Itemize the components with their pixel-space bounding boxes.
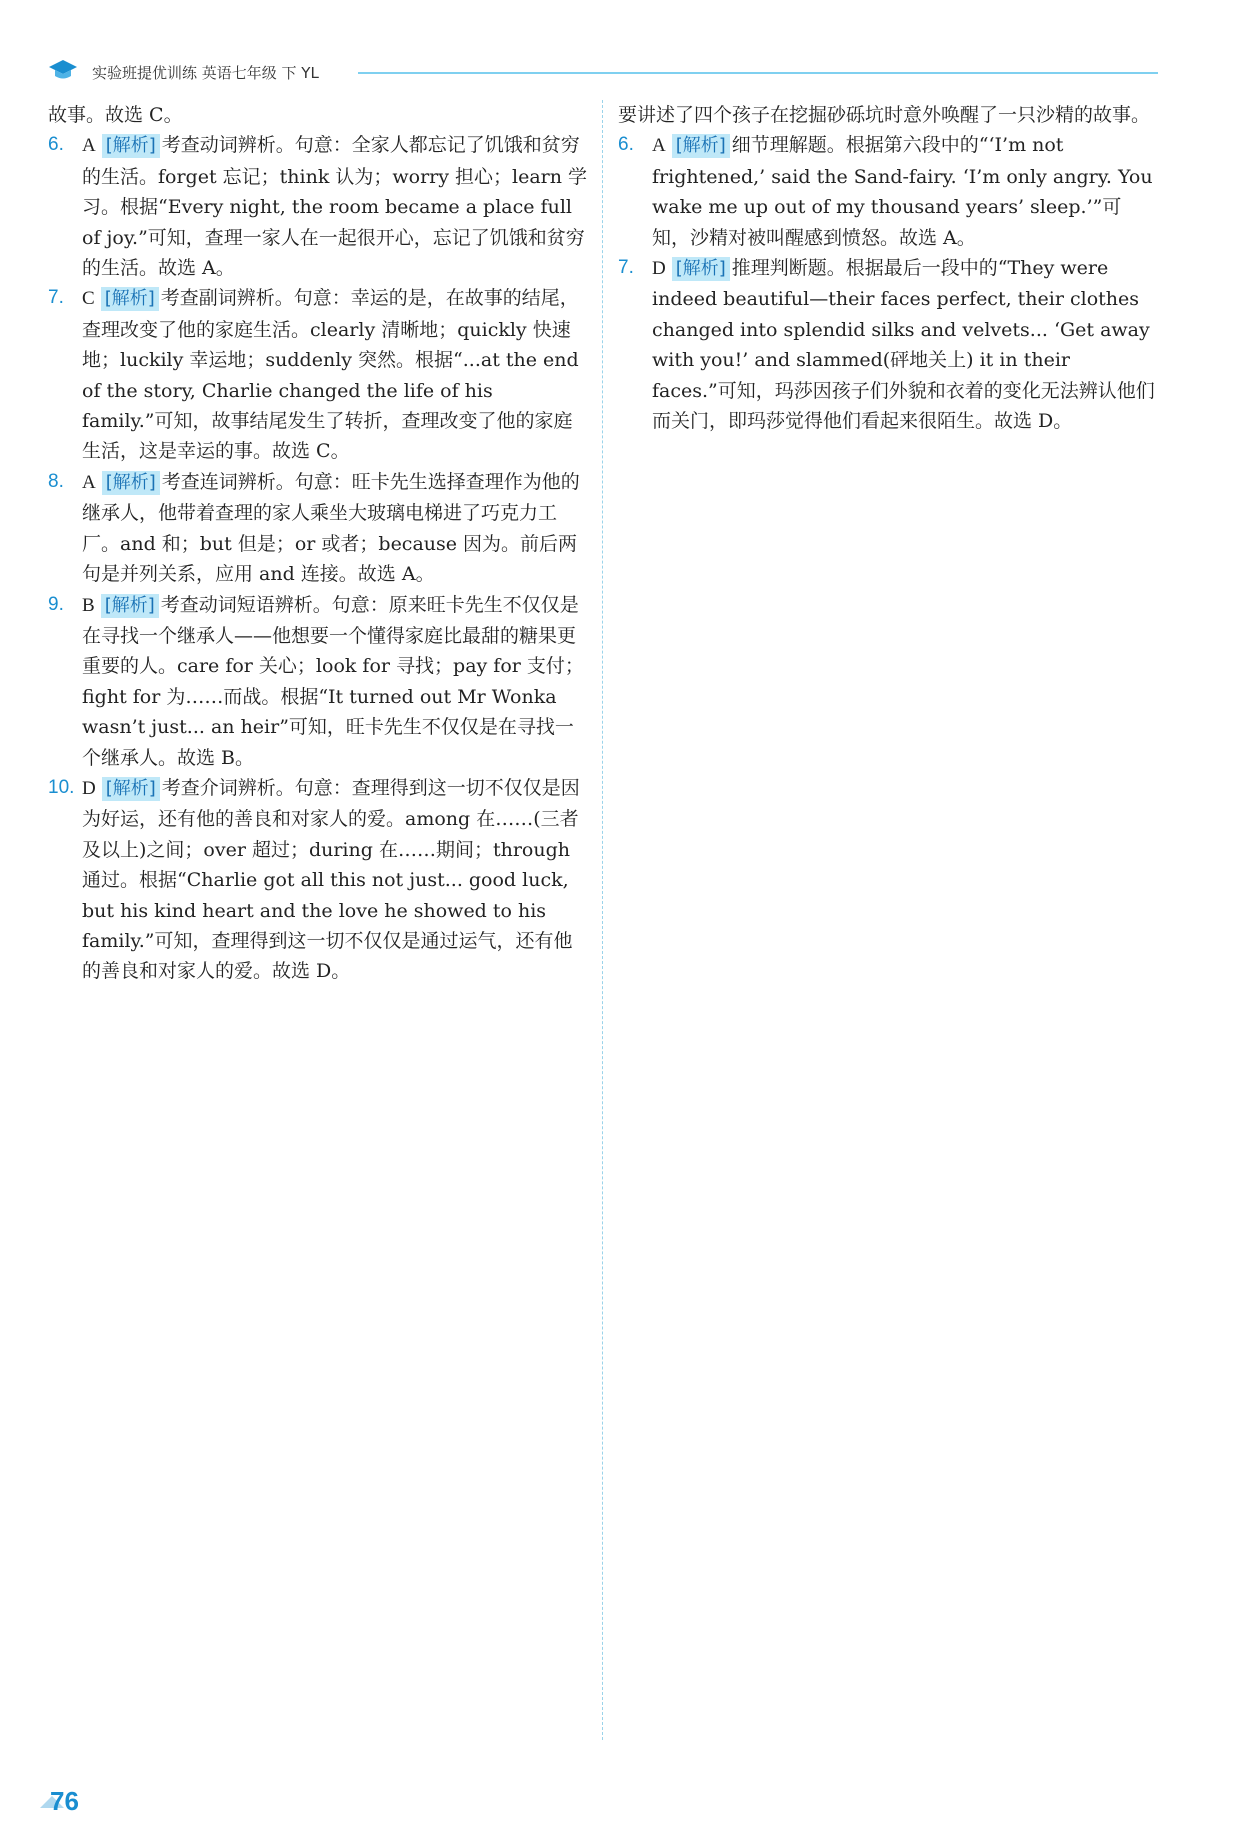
- answer-letter: D: [82, 777, 96, 799]
- question-number: 7.: [48, 287, 64, 309]
- question-number: 7.: [618, 257, 634, 279]
- analysis-text: 考查副词辨析。句意：幸运的是，在故事的结尾，查理改变了他的家庭生活。clearly 清晰地；quickly 快速地；luckily 幸运地；suddenly 突然。根据“...at the end of the story, Charlie changed the life of his family.”可知，故事结尾发生了转折，查理改变了他的家庭生活，这是幸运的事。故选 C。: [82, 287, 579, 463]
- analysis-tag: [解析]: [672, 257, 730, 281]
- graduation-cap-icon: [48, 58, 78, 82]
- analysis-tag: [解析]: [672, 134, 730, 158]
- answer-item: [48, 130, 588, 283]
- running-header: [48, 58, 1158, 88]
- analysis-text: 考查连词辨析。句意：旺卡先生选择查理作为他的继承人，他带着查理的家人乘坐大玻璃电梯进了巧克力工厂。and 和；but 但是；or 或者；because 因为。前后两句是并列关系，应用 and 连接。故选 A。: [82, 470, 580, 586]
- answer-item: [48, 283, 588, 466]
- answer-item: [618, 130, 1158, 253]
- question-number: 6.: [618, 134, 634, 156]
- analysis-text: 考查介词辨析。句意：查理得到这一切不仅仅是因为好运，还有他的善良和对家人的爱。among 在……(三者及以上)之间；over 超过；during 在……期间；through 通过。根据“Charlie got all this not just... good luck, but his kind heart and the love he showed to his family.”可知，查理得到这一切不仅仅是通过运气，还有他的善良和对家人的爱。故选 D。: [82, 776, 580, 983]
- analysis-text: 考查动词短语辨析。句意：原来旺卡先生不仅仅是在寻找一个继承人——他想要一个懂得家庭比最甜的糖果更重要的人。care for 关心；look for 寻找；pay for 支付；fight for 为……而战。根据“It turned out Mr Wonka wasn’t just... an heir”可知，旺卡先生不仅仅是在寻找一个继承人。故选 B。: [82, 593, 584, 769]
- left-column: [48, 100, 588, 987]
- header-rule: [358, 72, 1158, 74]
- analysis-text: 推理判断题。根据最后一段中的“They were indeed beautiful—their faces perfect, their clothes changed into splendid silks and velvets... ‘Get away with you!’ and slammed(砰地关上) it in their faces.”可知，玛莎因孩子们外貌和衣着的变化无法辨认他们而关门，即玛莎觉得他们看起来很陌生。故选 D。: [652, 257, 1155, 433]
- column-divider: [602, 100, 603, 1740]
- continuation-text: 要讲述了四个孩子在挖掘砂砾坑时意外唤醒了一只沙精的故事。: [618, 104, 1151, 126]
- answer-letter: D: [652, 258, 666, 280]
- answer-item: [618, 253, 1158, 436]
- continuation-text: 故事。故选 C。: [48, 104, 183, 126]
- answer-letter: A: [82, 471, 96, 493]
- answer-letter: C: [82, 288, 95, 310]
- page-number-text: 76: [50, 1786, 79, 1816]
- answer-letter: B: [82, 594, 95, 616]
- question-number: 10.: [48, 776, 75, 798]
- answer-item: [48, 467, 588, 590]
- analysis-text: 考查动词辨析。句意：全家人都忘记了饥饿和贫穷的生活。forget 忘记；think 认为；worry 担心；learn 学习。根据“Every night, the room became a place full of joy.”可知，查理一家人在一起很开心，忘记了饥饿和贫穷的生活。故选 A。: [82, 134, 588, 280]
- question-number: 9.: [48, 593, 64, 615]
- analysis-tag: [解析]: [102, 134, 160, 158]
- analysis-tag: [解析]: [102, 471, 160, 495]
- analysis-tag: [解析]: [102, 777, 160, 801]
- question-number: 8.: [48, 470, 64, 492]
- answer-item: [48, 773, 588, 987]
- answer-letter: A: [652, 135, 666, 157]
- answer-item: [48, 590, 588, 773]
- left-answer-list: [48, 130, 588, 986]
- answer-letter: A: [82, 135, 96, 157]
- analysis-text: 细节理解题。根据第六段中的“‘I’m not frightened,’ said the Sand-fairy. ‘I’m only angry. You wake me up out of my thousand years’ sleep.’”可知，沙精对被叫醒感到愤怒。故选 A。: [652, 134, 1153, 249]
- analysis-tag: [解析]: [101, 594, 159, 618]
- question-number: 6.: [48, 134, 64, 156]
- right-answer-list: [618, 130, 1158, 436]
- right-column: [618, 100, 1158, 436]
- analysis-tag: [解析]: [101, 287, 159, 311]
- header-title: 实验班提优训练 英语七年级 下 YL: [92, 64, 319, 82]
- page-number: [40, 1786, 90, 1816]
